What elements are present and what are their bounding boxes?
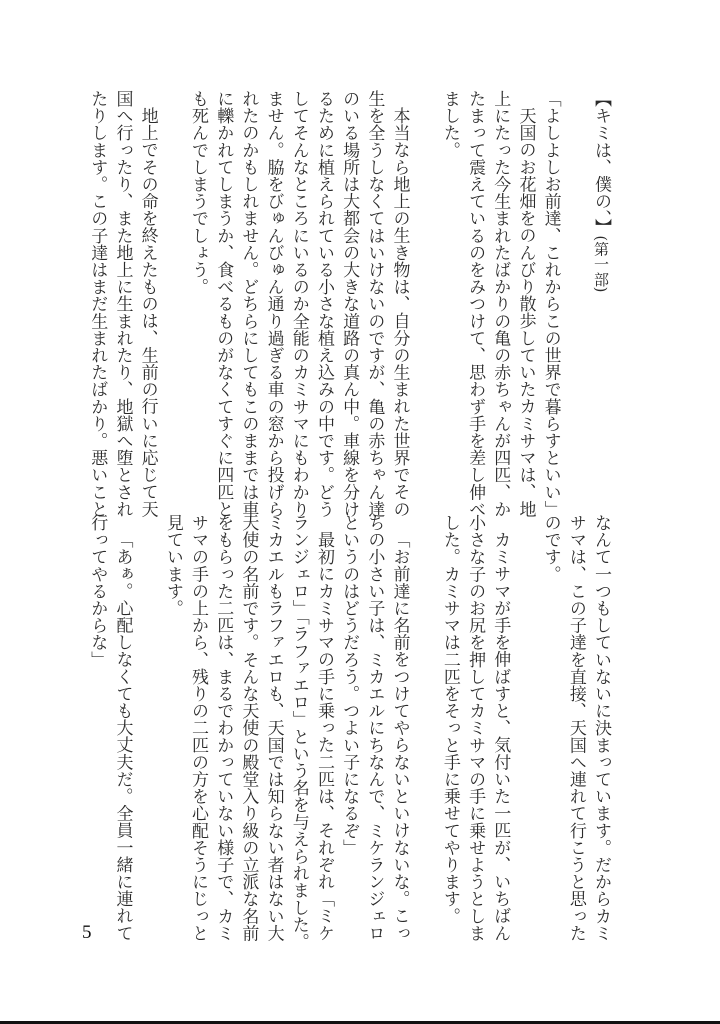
chapter-title-main: 【キミは、僕の、】 — [591, 90, 611, 236]
chapter-title-part: (第一部) — [592, 235, 610, 293]
text-line: ミカエルもラファエロも、天国では知らない者はない大 — [263, 514, 284, 942]
text-line: サマの手の上から、残りの二匹の方を心配そうにじっと — [188, 514, 208, 942]
text-line: たまって震えているのをみつけて、思わず手を差し伸べ — [465, 90, 486, 518]
text-line: 「お前達に名前をつけてやらないといけないな。こっ — [389, 531, 410, 942]
lower-text-block — [83, 514, 613, 951]
text-line: ちの小さい子は、ミカエルにちなんで、ミケランジェロ — [364, 514, 385, 942]
text-line: 「よしよしお前達、これからこの世界で暮らすといい」 — [540, 90, 561, 518]
text-line: たりします。この子達はまだ生まれたばかり。悪いこと — [87, 90, 108, 518]
text-line: サマは、この子達を直接、天国へ連れて行こうと思った — [565, 514, 586, 942]
text-line: 国へ行ったり、また地上に生まれたり、地獄へ堕とされ — [112, 90, 133, 518]
chapter-title — [588, 90, 613, 490]
text-line: 見ています。 — [162, 514, 183, 617]
text-line: をもらった二匹は、まるでわかっていない様子で、カミ — [213, 514, 234, 942]
text-line: 最初にカミサマの手に乗った二匹は、それぞれ「ミケ — [313, 531, 334, 942]
text-line: れたのかもしれません。どちらにしてもこのままでは車 — [238, 90, 259, 518]
text-line: 上にたった今生まれたばかりの亀の赤ちゃんが四匹、か — [490, 90, 511, 518]
text-line: してそんなところにいるのか全能のカミサマにもわかり — [288, 90, 309, 518]
text-line: のです。 — [540, 514, 561, 583]
blank-column — [512, 514, 537, 914]
blank-column — [134, 514, 159, 914]
text-line: ません。脇をびゅんびゅん通り過ぎる車の窓から投げら — [263, 90, 284, 518]
page-number: 5 — [82, 922, 92, 943]
text-line: 小さな子のお尻を押してカミサマの手に乗せようとしま — [465, 514, 486, 942]
text-line: も死んでしまうでしょう。 — [188, 90, 208, 296]
text-line: 天国のお花畑をのんびり散歩していたカミサマは、地 — [515, 107, 536, 518]
text-line: 「あぁ。心配しなくても大丈夫だ。全員一緒に連れて — [112, 531, 133, 942]
text-line: に轢かれてしまうか、食べるものがなくてすぐに四匹と — [213, 90, 234, 518]
text-line: 地上でその命を終えたものは、生前の行いに応じて天 — [137, 107, 158, 518]
text-line: 天使の名前です。そんな天使の殿堂入り級の立派な名前 — [238, 514, 259, 942]
text-line: なんて一つもしていないに決まっています。だからカミ — [591, 514, 611, 942]
text-line: 生を全うしなくてはいけないのですが、亀の赤ちゃん達 — [364, 90, 385, 518]
text-line: るために植えられている小さな植え込みの中です。どう — [313, 90, 334, 518]
blank-column — [563, 90, 588, 490]
blank-column — [412, 514, 437, 914]
blank-column — [412, 90, 437, 490]
text-line: のいる場所は大都会の大きな道路の真ん中。車線を分け — [339, 90, 360, 518]
text-line: 行ってやるからな」 — [87, 514, 108, 668]
text-line: ました。 — [439, 90, 460, 159]
text-line: ランジェロ」「ラファエロ」という名を与えられました。 — [288, 514, 309, 951]
text-line: というのはどうだろう。つよい子になるぞ」 — [339, 514, 360, 856]
blank-column — [160, 90, 185, 490]
upper-text-block — [83, 90, 613, 518]
text-line: 本当なら地上の生き物は、自分の生まれた世界でその — [389, 107, 410, 518]
text-line: した。カミサマは二匹をそっと手に乗せてやります。 — [439, 514, 460, 925]
text-line: カミサマが手を伸ばすと、気付いた一匹が、いちばん — [490, 531, 511, 942]
